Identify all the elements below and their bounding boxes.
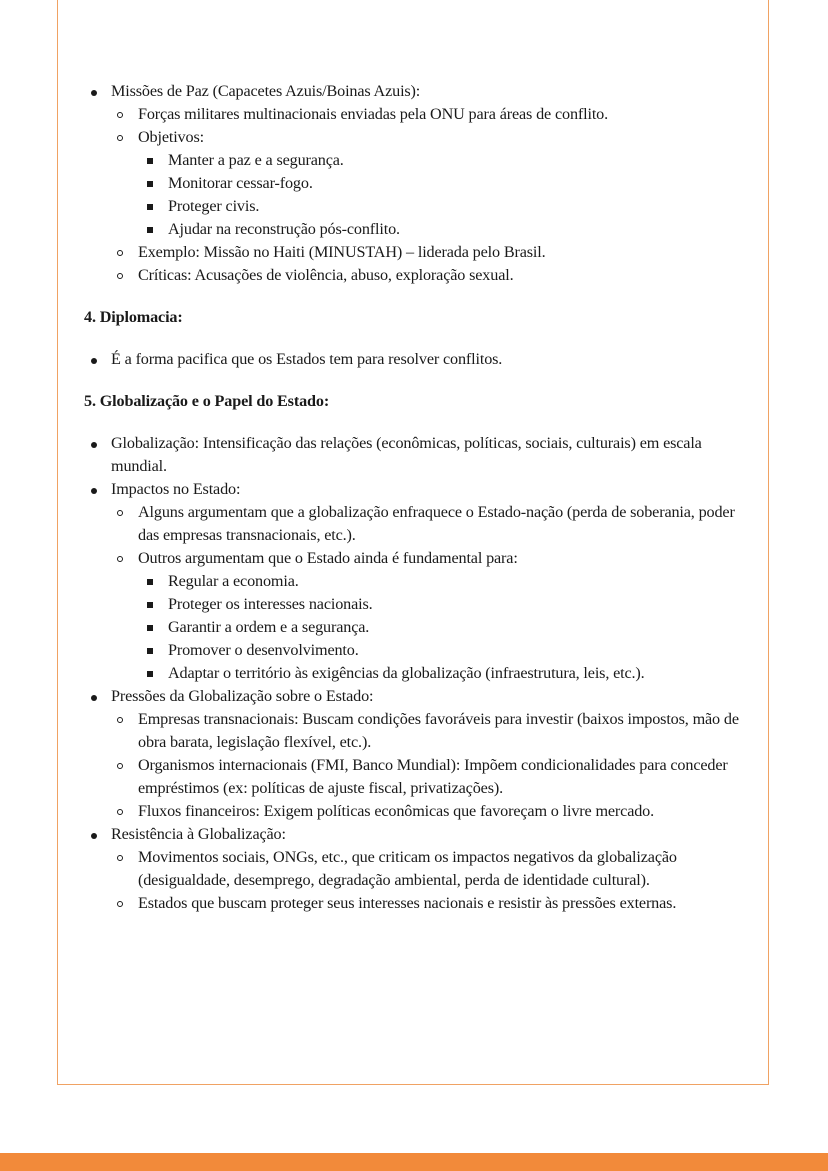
list-item: [138, 149, 744, 172]
bullet-square-icon: [147, 181, 153, 187]
bullet-circle-icon: [117, 112, 123, 118]
list-item: [138, 639, 744, 662]
bullet-circle-icon: [117, 763, 123, 769]
diplomacy-text: É a forma pacifica que os Estados tem para resolver conflitos.: [111, 350, 503, 368]
bullet-circle-icon: [117, 273, 123, 279]
list-item: [110, 892, 744, 915]
list-item: [84, 478, 744, 685]
globalization-list: [84, 432, 744, 915]
list-item: [110, 547, 744, 685]
state-role-text: Proteger os interesses nacionais.: [168, 595, 373, 613]
bullet-square-icon: [147, 227, 153, 233]
impacts-label: Impactos no Estado:: [111, 480, 241, 498]
pressures-list: [110, 708, 744, 823]
objective-text: Manter a paz e a segurança.: [168, 151, 344, 169]
peace-missions-title: Missões de Paz (Capacetes Azuis/Boinas Azuis):: [111, 82, 421, 100]
pressure-text: Organismos internacionais (FMI, Banco Mundial): Impõem condicionalidades para conceder empréstimos (ex: políticas de ajuste fiscal, privatizações).: [138, 756, 728, 797]
peace-missions-description: Forças militares multinacionais enviadas pela ONU para áreas de conflito.: [138, 105, 609, 123]
globalization-definition: Globalização: Intensificação das relações (econômicas, políticas, sociais, culturais) em escala mundial.: [111, 434, 702, 475]
list-item: [84, 685, 744, 823]
objective-text: Ajudar na reconstrução pós-conflito.: [168, 220, 400, 238]
bullet-square-icon: [147, 602, 153, 608]
state-role-text: Garantir a ordem e a segurança.: [168, 618, 370, 636]
impacts-list: [110, 501, 744, 685]
bullet-disc-icon: [91, 358, 97, 364]
document-content: [84, 80, 744, 915]
list-item: [110, 103, 744, 126]
bullet-square-icon: [147, 579, 153, 585]
bullet-circle-icon: [117, 855, 123, 861]
resistance-text: Estados que buscam proteger seus interesses nacionais e resistir às pressões externas.: [138, 894, 677, 912]
list-item: [84, 80, 744, 287]
objectives-list: [138, 149, 744, 241]
list-item: [138, 195, 744, 218]
list-item: [138, 218, 744, 241]
resistance-text: Movimentos sociais, ONGs, etc., que criticam os impactos negativos da globalização (desigualdade, desemprego, degradação ambiental, perda de identidade cultural).: [138, 848, 677, 889]
bullet-circle-icon: [117, 250, 123, 256]
list-item: [110, 708, 744, 754]
list-item: [110, 264, 744, 287]
pressure-text: Fluxos financeiros: Exigem políticas econômicas que favoreçam o livre mercado.: [138, 802, 655, 820]
bullet-circle-icon: [117, 717, 123, 723]
diplomacy-heading: 4. Diplomacia:: [84, 308, 183, 326]
list-item: [110, 754, 744, 800]
bullet-circle-icon: [117, 809, 123, 815]
bullet-disc-icon: [91, 488, 97, 494]
bullet-circle-icon: [117, 556, 123, 562]
list-item: [110, 126, 744, 241]
impacts-weaken-text: Alguns argumentam que a globalização enfraquece o Estado-nação (perda de soberania, poder das empresas transnacionais, etc.).: [138, 503, 735, 544]
state-role-text: Promover o desenvolvimento.: [168, 641, 359, 659]
bullet-disc-icon: [91, 695, 97, 701]
pressure-text: Empresas transnacionais: Buscam condições favoráveis para investir (baixos impostos, mão de obra barata, legislação flexível, etc.).: [138, 710, 739, 751]
list-item: [84, 348, 744, 371]
resistance-list: [110, 846, 744, 915]
objective-text: Monitorar cessar-fogo.: [168, 174, 313, 192]
list-item: [110, 241, 744, 264]
resistance-label: Resistência à Globalização:: [111, 825, 286, 843]
pressures-label: Pressões da Globalização sobre o Estado:: [111, 687, 374, 705]
list-item: [110, 800, 744, 823]
footer-bar: [0, 1153, 828, 1171]
bullet-square-icon: [147, 204, 153, 210]
list-item: [138, 570, 744, 593]
list-item: [84, 432, 744, 478]
list-item: [110, 846, 744, 892]
bullet-square-icon: [147, 158, 153, 164]
list-item: [84, 823, 744, 915]
bullet-square-icon: [147, 625, 153, 631]
impacts-fundamental-text: Outros argumentam que o Estado ainda é fundamental para:: [138, 549, 518, 567]
bullet-disc-icon: [91, 90, 97, 96]
state-roles-list: [138, 570, 744, 685]
list-item: [138, 616, 744, 639]
state-role-text: Adaptar o território às exigências da globalização (infraestrutura, leis, etc.).: [168, 664, 645, 682]
bullet-square-icon: [147, 648, 153, 654]
state-role-text: Regular a economia.: [168, 572, 299, 590]
bullet-circle-icon: [117, 901, 123, 907]
bullet-disc-icon: [91, 833, 97, 839]
example-text: Exemplo: Missão no Haiti (MINUSTAH) – liderada pelo Brasil.: [138, 243, 546, 261]
bullet-circle-icon: [117, 510, 123, 516]
globalization-heading: 5. Globalização e o Papel do Estado:: [84, 392, 330, 410]
list-item: [110, 501, 744, 547]
peace-missions-list: [84, 80, 744, 287]
bullet-circle-icon: [117, 135, 123, 141]
criticism-text: Críticas: Acusações de violência, abuso, exploração sexual.: [138, 266, 514, 284]
bullet-square-icon: [147, 671, 153, 677]
bullet-disc-icon: [91, 442, 97, 448]
peace-missions-sublist: [110, 103, 744, 287]
objective-text: Proteger civis.: [168, 197, 260, 215]
list-item: [138, 662, 744, 685]
list-item: [138, 172, 744, 195]
objectives-label: Objetivos:: [138, 128, 204, 146]
diplomacy-list: [84, 348, 744, 371]
list-item: [138, 593, 744, 616]
